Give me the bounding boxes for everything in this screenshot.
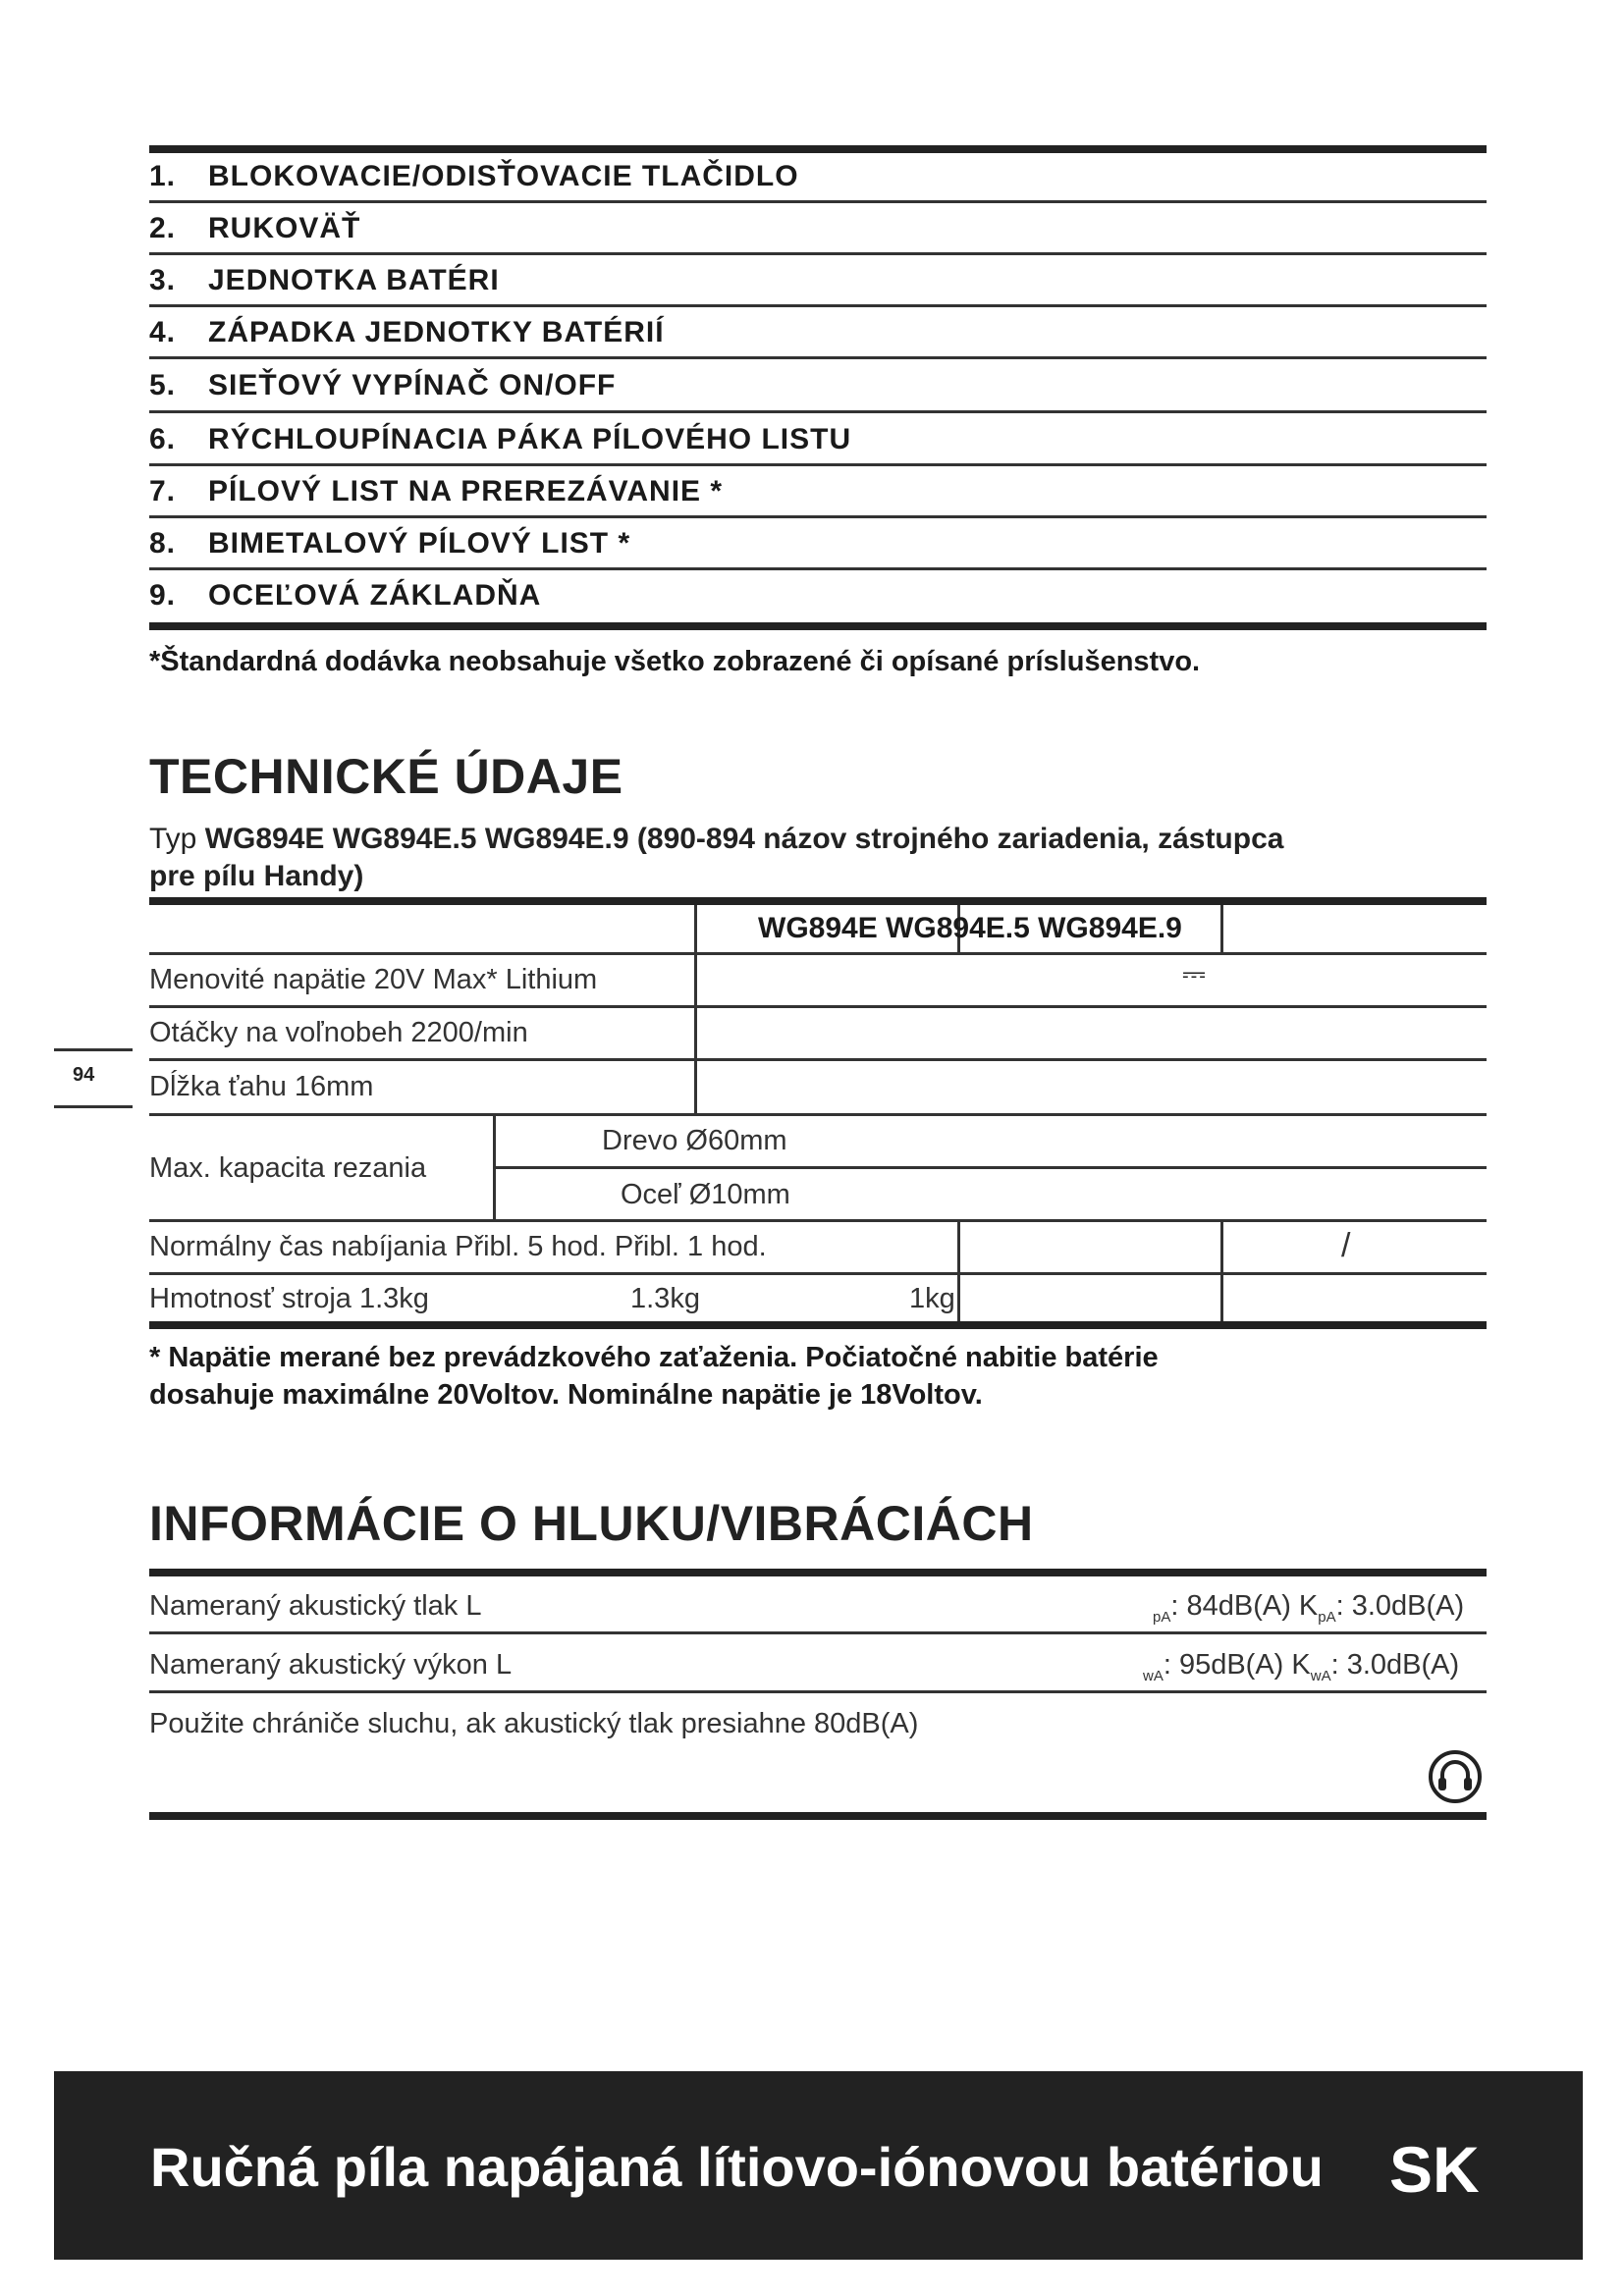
max-capacity-label: Max. kapacita rezania: [149, 1152, 427, 1184]
parts-rule: [149, 356, 1487, 359]
parts-item-label: BIMETALOVÝ PÍLOVÝ LIST *: [208, 527, 631, 560]
ear-protection-icon: [1428, 1749, 1483, 1804]
power-k-sub: wA: [1310, 1667, 1331, 1684]
sound-pressure-label: Nameraný akustický tlak L: [149, 1590, 482, 1622]
voltage-row: Menovité napätie 20V Max* Lithium: [149, 964, 598, 995]
table-divider: [1220, 1219, 1223, 1321]
noise-heading: INFORMÁCIE O HLUKU/VIBRÁCIÁCH: [149, 1496, 1034, 1551]
type-line: [149, 821, 1283, 895]
parts-item-label: JEDNOTKA BATÉRI: [208, 264, 500, 296]
parts-item-number: 7.: [149, 475, 177, 507]
speed-row: Otáčky na voľnobeh 2200/min: [149, 1017, 528, 1048]
parts-rule: [149, 410, 1487, 413]
type-models-cont: pre pílu Handy): [149, 860, 364, 892]
parts-rule: [149, 567, 1487, 570]
parts-list-item: [149, 527, 630, 561]
power-k-value: : 3.0dB(A): [1330, 1649, 1460, 1681]
parts-list-item: [149, 579, 541, 613]
sound-pressure-value: [1153, 1590, 1464, 1626]
parts-list-item: [149, 264, 500, 297]
language-code: SK: [1389, 2133, 1480, 2206]
parts-list-item: [149, 369, 616, 402]
table-top-rule: [149, 897, 1487, 905]
sound-power-value: [1143, 1649, 1459, 1684]
table-rule: [493, 1166, 1487, 1169]
page-number-rule: [54, 1105, 133, 1108]
technical-heading: TECHNICKÉ ÚDAJE: [149, 749, 623, 804]
parts-item-label: RUKOVÄŤ: [208, 212, 361, 244]
power-sub: wA: [1143, 1667, 1164, 1684]
table-rule: [149, 1058, 1487, 1061]
table-rule: [149, 1272, 1487, 1275]
parts-item-number: 5.: [149, 369, 177, 401]
parts-item-number: 3.: [149, 264, 177, 296]
parts-rule: [149, 515, 1487, 518]
voltage-note-line2: dosahuje maximálne 20Voltov. Nominálne napätie je 18Voltov.: [149, 1379, 983, 1411]
header-models: WG894E WG894E.5 WG894E.9: [758, 912, 1182, 944]
parts-item-label: ZÁPADKA JEDNOTKY BATÉRIÍ: [208, 316, 665, 348]
parts-list-item: [149, 212, 360, 245]
wood-capacity: Drevo Ø60mm: [602, 1125, 787, 1156]
table-divider: [694, 905, 697, 1113]
table-divider: [1220, 905, 1223, 952]
footer-title: Ručná píla napájaná lítiovo-iónovou batériou: [150, 2136, 1324, 2198]
parts-item-number: 8.: [149, 527, 177, 560]
pressure-k-value: : 3.0dB(A): [1335, 1590, 1465, 1622]
parts-list-item: [149, 475, 723, 508]
sound-power-label: Nameraný akustický výkon L: [149, 1649, 513, 1681]
steel-capacity: Oceľ Ø10mm: [621, 1179, 790, 1210]
voltage-note-line1: * Napätie merané bez prevádzkového zaťaženia. Počiatočné nabitie batérie: [149, 1342, 1159, 1373]
parts-item-label: OCEĽOVÁ ZÁKLADŇA: [208, 579, 542, 612]
parts-list-item: [149, 423, 851, 456]
page-number-rule: [54, 1048, 133, 1051]
parts-rule: [149, 304, 1487, 307]
weight-row: Hmotnosť stroja 1.3kg: [149, 1283, 429, 1314]
table-rule: [149, 1113, 1487, 1116]
noise-rule: [149, 1631, 1487, 1634]
parts-bottom-rule: [149, 622, 1487, 630]
page-number: 94: [73, 1064, 95, 1086]
parts-item-number: 9.: [149, 579, 177, 612]
pressure-sub: pA: [1153, 1608, 1171, 1626]
dc-symbol-icon: ⎓: [1182, 958, 1206, 990]
parts-item-label: RÝCHLOUPÍNACIA PÁKA PÍLOVÉHO LISTU: [208, 423, 852, 455]
charge-time-row: Normálny čas nabíjania Přibl. 5 hod. Přibl. 1 hod.: [149, 1231, 767, 1262]
power-value: : 95dB(A) K: [1163, 1649, 1311, 1681]
weight-value-2: 1kg: [909, 1283, 955, 1314]
table-divider: [493, 1113, 496, 1219]
weight-value-1: 1.3kg: [630, 1283, 700, 1314]
type-prefix: Typ: [149, 823, 205, 855]
parts-item-number: 6.: [149, 423, 177, 455]
footer-banner: [54, 2071, 1583, 2260]
table-bottom-rule: [149, 1321, 1487, 1329]
charge-slash: /: [1341, 1227, 1351, 1264]
voltage-note: [149, 1339, 1159, 1414]
top-rule: [149, 145, 1487, 153]
parts-rule: [149, 252, 1487, 255]
table-rule: [149, 1219, 1487, 1222]
parts-item-label: BLOKOVACIE/ODISŤOVACIE TLAČIDLO: [208, 160, 799, 192]
parts-rule: [149, 463, 1487, 466]
parts-rule: [149, 200, 1487, 203]
type-models: WG894E WG894E.5 WG894E.9 (890-894 názov strojného zariadenia, zástupca: [204, 823, 1284, 855]
table-rule: [149, 1005, 1487, 1008]
parts-item-number: 4.: [149, 316, 177, 348]
parts-note: *Štandardná dodávka neobsahuje všetko zobrazené či opísané príslušenstvo.: [149, 646, 1201, 677]
parts-list-item: [149, 160, 799, 193]
parts-item-number: 1.: [149, 160, 177, 192]
parts-list-item: [149, 316, 665, 349]
hearing-protection-note: Použite chrániče sluchu, ak akustický tlak presiahne 80dB(A): [149, 1708, 919, 1739]
pressure-k-sub: pA: [1318, 1608, 1336, 1626]
parts-item-label: PÍLOVÝ LIST NA PREREZÁVANIE *: [208, 475, 724, 507]
parts-item-label: SIEŤOVÝ VYPÍNAČ ON/OFF: [208, 369, 617, 401]
parts-item-number: 2.: [149, 212, 177, 244]
noise-rule: [149, 1690, 1487, 1693]
pressure-value: : 84dB(A) K: [1170, 1590, 1319, 1622]
noise-top-rule: [149, 1569, 1487, 1576]
stroke-row: Dĺžka ťahu 16mm: [149, 1071, 374, 1102]
table-divider: [957, 1219, 960, 1321]
table-rule: [149, 952, 1487, 955]
noise-bottom-rule: [149, 1812, 1487, 1820]
